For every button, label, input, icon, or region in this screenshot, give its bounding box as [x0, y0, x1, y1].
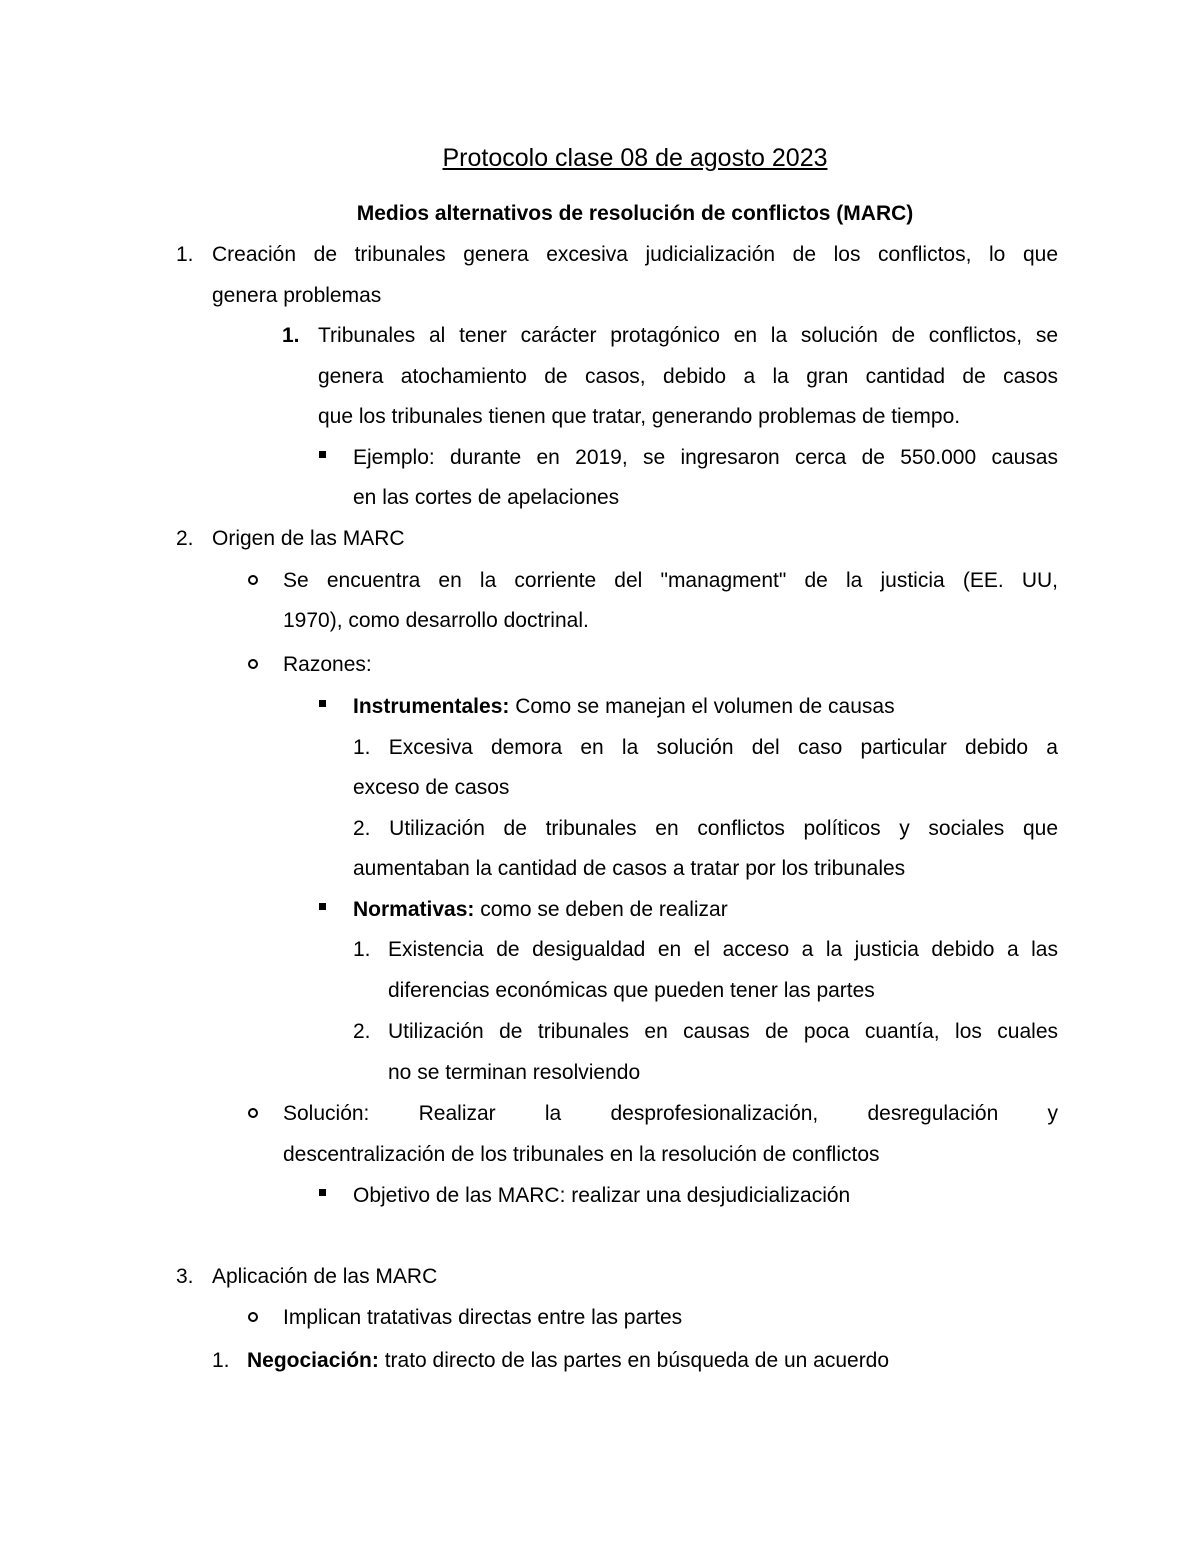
square-bullet-icon	[319, 1189, 326, 1196]
sublist-number-1: 1.	[282, 324, 300, 347]
instr2-line2: aumentaban la cantidad de casos a tratar por los tribunales	[353, 857, 906, 880]
circle-bullet-icon	[248, 1108, 258, 1118]
document-subtitle: Medios alternativos de resolución de conflictos (MARC)	[356, 202, 914, 225]
instrumentales-text: Como se manejan el volumen de causas	[509, 695, 895, 718]
norm2-line2: no se terminan resolviendo	[388, 1061, 641, 1084]
list-number-1: 1.	[353, 938, 371, 961]
square-bullet-icon	[319, 451, 326, 458]
list-number-2: 2.	[176, 527, 194, 550]
example-line2: en las cortes de apelaciones	[353, 486, 620, 509]
item3-heading: Aplicación de las MARC	[212, 1265, 438, 1288]
negociacion-label: Negociación:	[247, 1349, 379, 1372]
instrumentales-line	[353, 692, 895, 722]
example-line1: Ejemplo: durante en 2019, se ingresaron cerca de 550.000 causas	[353, 446, 1058, 469]
item1-sub-line2: genera atochamiento de casos, debido a la gran cantidad de casos	[318, 365, 1058, 388]
origin-line1: Se encuentra en la corriente del "managment" de la justicia (EE. UU,	[283, 569, 1058, 592]
square-bullet-icon	[319, 700, 326, 707]
solution-line2: descentralización de los tribunales en la resolución de conflictos	[283, 1143, 880, 1166]
solution-line1: Solución: Realizar la desprofesionalización, desregulación y	[283, 1102, 1058, 1125]
list-number-3: 3.	[176, 1265, 194, 1288]
item1-sub-line3: que los tribunales tienen que tratar, generando problemas de tiempo.	[318, 405, 961, 428]
norm1-line2: diferencias económicas que pueden tener las partes	[388, 979, 875, 1002]
normativas-label: Normativas:	[353, 898, 475, 921]
objective-line: Objetivo de las MARC: realizar una desjudicialización	[353, 1184, 851, 1207]
negociacion-line	[247, 1346, 889, 1376]
negociacion-text: trato directo de las partes en búsqueda de un acuerdo	[378, 1349, 890, 1372]
item1-sub-line1: Tribunales al tener carácter protagónico en la solución de conflictos, se	[318, 324, 1058, 347]
instrumentales-label: Instrumentales:	[353, 695, 510, 718]
reasons-label: Razones:	[283, 653, 372, 676]
instr2-line1: 2. Utilización de tribunales en conflictos políticos y sociales que	[353, 817, 1058, 840]
circle-bullet-icon	[248, 1312, 258, 1322]
instr1-line2: exceso de casos	[353, 776, 510, 799]
document-title: Protocolo clase 08 de agosto 2023	[442, 144, 828, 172]
square-bullet-icon	[319, 903, 326, 910]
item3-bullet: Implican tratativas directas entre las partes	[283, 1306, 683, 1329]
normativas-line	[353, 895, 728, 925]
normativas-text: como se deben de realizar	[474, 898, 728, 921]
item2-heading: Origen de las MARC	[212, 527, 405, 550]
list-number-1: 1.	[176, 243, 194, 266]
origin-line2: 1970), como desarrollo doctrinal.	[283, 609, 589, 632]
norm2-line1: Utilización de tribunales en causas de poca cuantía, los cuales	[388, 1020, 1058, 1043]
list-number-1: 1.	[212, 1349, 230, 1372]
item1-line1: Creación de tribunales genera excesiva judicialización de los conflictos, lo que	[212, 243, 1058, 266]
list-number-2: 2.	[353, 1020, 371, 1043]
instr1-line1: 1. Excesiva demora en la solución del caso particular debido a	[353, 736, 1058, 759]
circle-bullet-icon	[248, 659, 258, 669]
circle-bullet-icon	[248, 575, 258, 585]
item1-line2: genera problemas	[212, 284, 382, 307]
norm1-line1: Existencia de desigualdad en el acceso a la justicia debido a las	[388, 938, 1058, 961]
